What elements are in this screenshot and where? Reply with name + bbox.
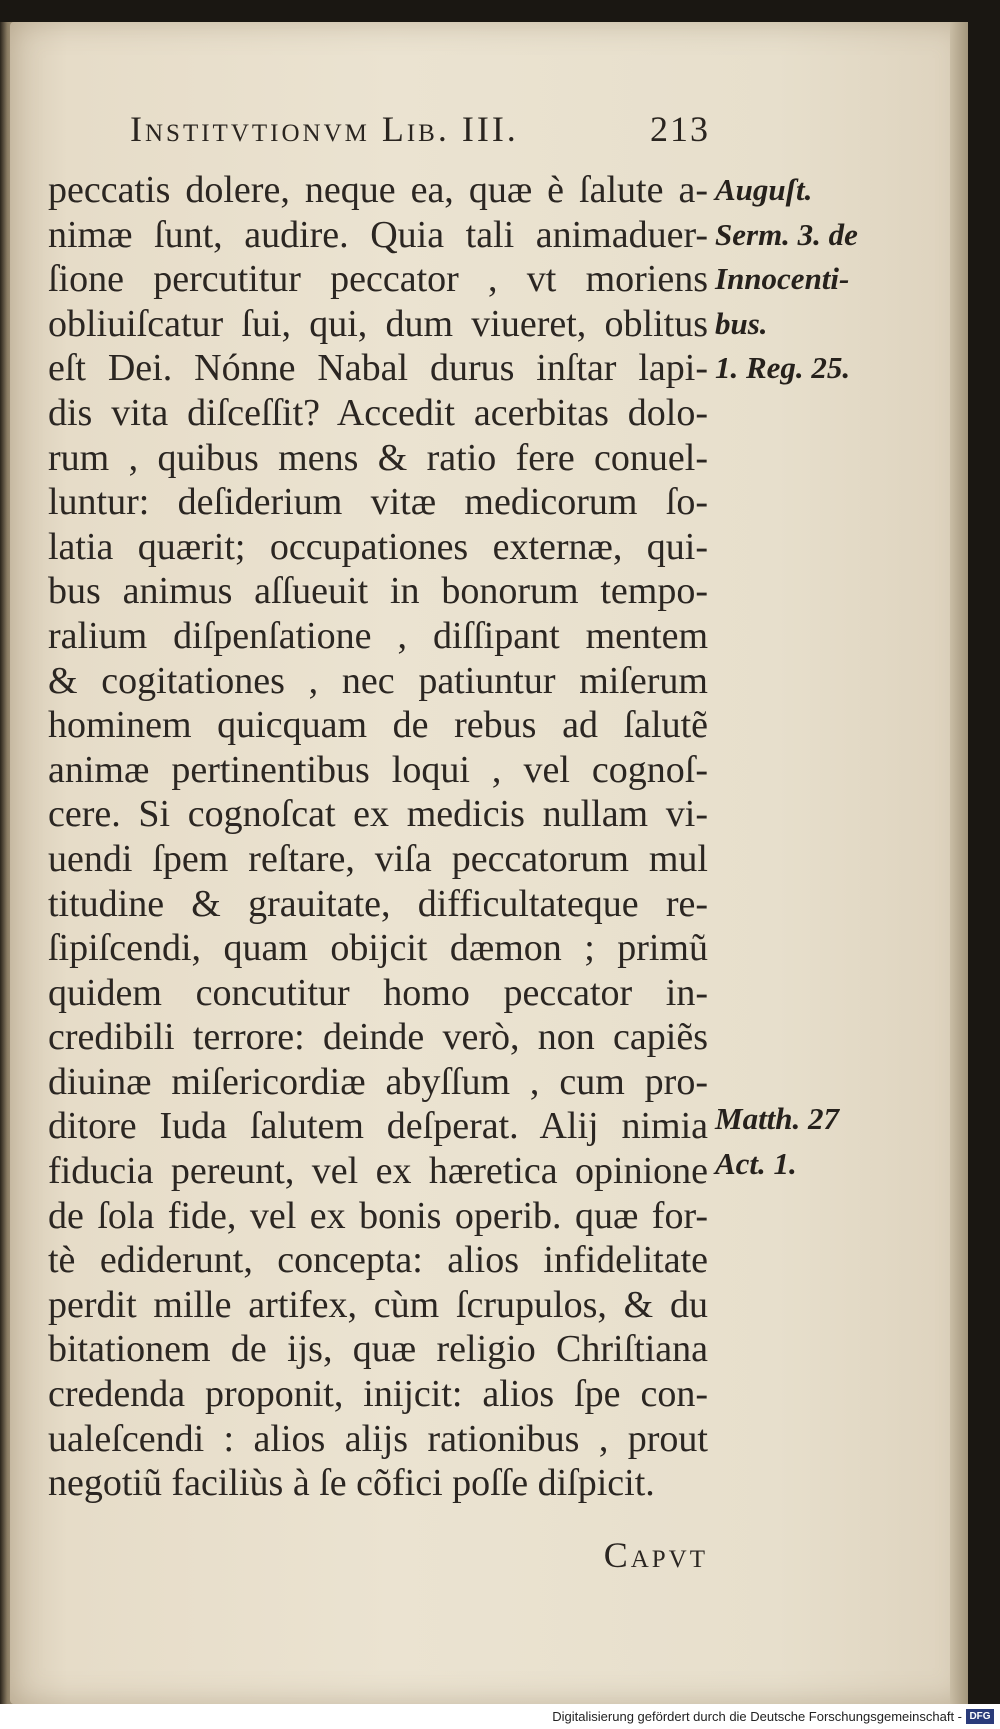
text-line: perdit mille artifex, cùm ſcrupulos, & du [48, 1283, 708, 1326]
text-line: tè ediderunt, concepta: alios infidelitate [48, 1239, 708, 1282]
running-header [130, 108, 710, 162]
text-line: hominem quicquam de rebus ad ſalutẽ [48, 704, 708, 747]
text-line: ſione percutitur peccator , vt moriens [48, 258, 708, 301]
text-line: fiducia pereunt, vel ex hæretica opinione [48, 1150, 708, 1193]
footer-credit: Digitalisierung gefördert durch die Deutsche Forschungsgemeinschaft - [552, 1709, 962, 1724]
text-line: bitationem de ijs, quæ religio Chriſtiana [48, 1328, 708, 1371]
margin-note: 1. Reg. 25. [715, 350, 851, 386]
text-line: cere. Si cognoſcat ex medicis nullam vi- [48, 793, 708, 836]
margin-notes-top [715, 168, 915, 391]
margin-note: Act. 1. [715, 1145, 797, 1181]
text-line: credibili terrore: deinde verò, non capiẽs [48, 1016, 708, 1059]
margin-note: bus. [715, 305, 768, 341]
page-edge-right [950, 22, 968, 1704]
text-line: nimæ ſunt, audire. Quia tali animaduer- [48, 213, 708, 256]
text-line: quidem concutitur homo peccator in- [48, 971, 708, 1014]
running-title: Institvtionvm Lib. III. [130, 109, 519, 149]
text-line: eſt Dei. Nónne Nabal durus inſtar lapi- [48, 347, 708, 390]
text-line: dis vita diſceſſit? Accedit acerbitas dolo- [48, 391, 708, 434]
text-line: credenda proponit, inijcit: alios ſpe con- [48, 1373, 708, 1416]
text-line: peccatis dolere, neque ea, quæ è ſalute a- [48, 169, 708, 211]
text-line: bus animus aſſueuit in bonorum tempo- [48, 570, 708, 613]
text-line: ditore Iuda ſalutem deſperat. Alij nimia [48, 1105, 708, 1148]
text-line: rum , quibus mens & ratio fere conuel- [48, 436, 708, 479]
text-line: animæ pertinentibus loqui , vel cognoſ- [48, 748, 708, 791]
margin-note: Auguſt. [715, 172, 813, 207]
text-line: titudine & grauitate, difficultateque re- [48, 882, 708, 925]
text-line: negotiũ faciliùs à ſe cõfici poſſe diſpicit. [48, 1462, 655, 1505]
dfg-logo: DFG [966, 1709, 994, 1724]
text-line: ſipiſcendi, quam obijcit dæmon ; primũ [48, 927, 708, 970]
text-line: uendi ſpem reſtare, viſa peccatorum mul [48, 837, 708, 880]
text-line: diuinæ miſericordiæ abyſſum , cum pro- [48, 1060, 708, 1103]
main-text [48, 168, 708, 1506]
text-line: obliuiſcatur ſui, qui, dum viueret, oblitus [48, 302, 708, 345]
margin-notes-bottom [715, 1097, 915, 1186]
margin-note: Innocenti- [715, 261, 850, 297]
text-line: latia quærit; occupationes externæ, qui- [48, 525, 708, 568]
margin-note: Matth. 27 [715, 1101, 840, 1136]
text-line: luntur: deſiderium vitæ medicorum ſo- [48, 481, 708, 524]
text-line: ualeſcendi : alios alijs rationibus , prout [48, 1417, 708, 1460]
text-line: ralium diſpenſatione , diſſipant mentem [48, 614, 708, 657]
catchword: Capvt [603, 1535, 708, 1575]
page-number: 213 [650, 109, 710, 149]
footer-bar [0, 1704, 1000, 1729]
text-line: & cogitationes , nec patiuntur miſerum [48, 659, 708, 702]
text-line: de ſola fide, vel ex bonis operib. quæ for- [48, 1194, 708, 1237]
margin-note: Serm. 3. de [715, 216, 858, 252]
